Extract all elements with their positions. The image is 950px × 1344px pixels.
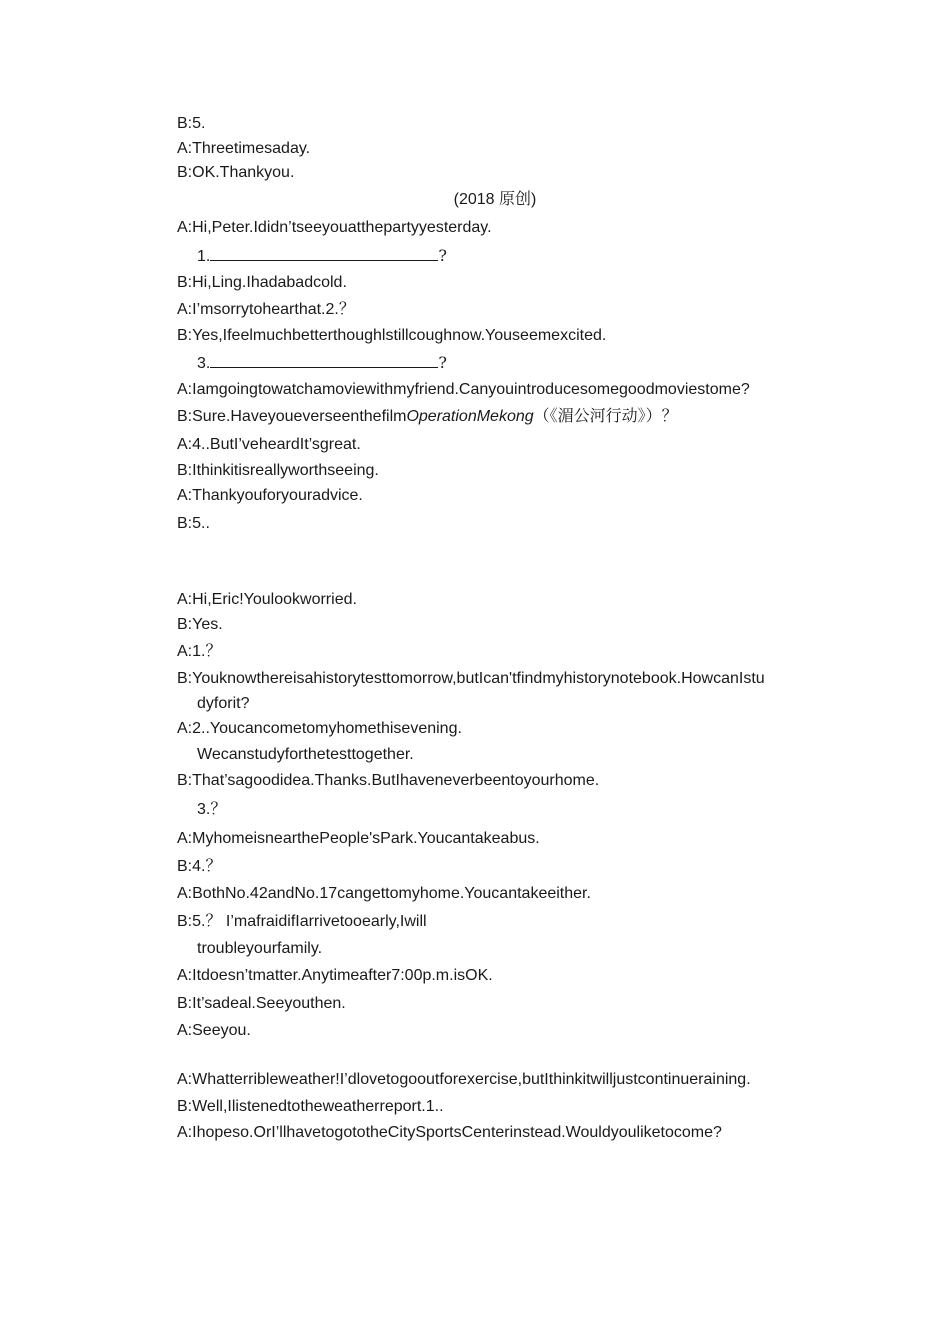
- dialogue-line: A:BothNo.42andNo.17cangettomyhome.Youcantakeeither.: [177, 885, 591, 902]
- question-number: 3.: [197, 355, 211, 372]
- question-number: 1.: [197, 248, 211, 265]
- line-text: B:Sure.Haveyoueverseenthefilm: [177, 408, 407, 425]
- dialogue-line-continued: Wecanstudyforthetesttogether.: [197, 746, 414, 763]
- dialogue-line: B:Yes.: [177, 616, 223, 633]
- dialogue-line: 3.？: [197, 801, 227, 818]
- dialogue-line: B:Yes,Ifeelmuchbetterthoughlstillcoughnow.Youseemexcited.: [177, 327, 607, 344]
- dialogue-line: A:MyhomeisnearthePeople'sPark.Youcantakeabus.: [177, 830, 540, 847]
- dialogue-line: A:Hi,Eric!Youlookworried.: [177, 591, 357, 608]
- blank-question: [197, 353, 447, 374]
- question-mark: ?: [438, 246, 447, 265]
- dialogue-line: B:5..: [177, 515, 210, 532]
- dialogue-line: [177, 407, 678, 427]
- dialogue-line: B:It’sadeal.Seeyouthen.: [177, 995, 346, 1012]
- dialogue-line: B:Well,Ilistenedtotheweatherreport.1..: [177, 1098, 444, 1115]
- answer-blank: [210, 353, 438, 368]
- source-label: (2018 原创): [453, 191, 537, 208]
- dialogue-line: B:Youknowthereisahistorytesttomorrow,butIcan'tfindmyhistorynotebook.HowcanIstu: [177, 670, 765, 687]
- dialogue-line: A:Seeyou.: [177, 1022, 251, 1039]
- dialogue-line: A:1.？: [177, 643, 222, 660]
- dialogue-line: A:4..ButI’veheardIt’sgreat.: [177, 436, 361, 453]
- blank-question: [197, 246, 447, 267]
- dialogue-line: A:Threetimesaday.: [177, 140, 311, 157]
- dialogue-line: A:Whatterribleweather!I’dlovetogooutforexercise,butIthinkitwilljustcontinueraining.: [177, 1071, 751, 1088]
- dialogue-line: B:5.: [177, 115, 206, 132]
- dialogue-line: A:Itdoesn’tmatter.Anytimeafter7:00p.m.isOK.: [177, 967, 493, 984]
- dialogue-line: A:Ihopeso.OrI’llhavetogototheCitySportsCenterinstead.Wouldyouliketocome?: [177, 1124, 722, 1141]
- film-title: OperationMekong: [406, 408, 534, 425]
- answer-blank: [210, 246, 438, 261]
- dialogue-line: A:2..Youcancometomyhomethisevening.: [177, 720, 462, 737]
- question-mark: ?: [438, 353, 447, 372]
- line-text: （《湄公河行动》）？: [533, 408, 678, 425]
- dialogue-line-continued: dyforit?: [197, 695, 250, 712]
- dialogue-line: A:I’msorrytohearthat.2.？: [177, 301, 355, 318]
- dialogue-line: B:Ithinkitisreallyworthseeing.: [177, 462, 379, 479]
- dialogue-line: B:Hi,Ling.Ihadabadcold.: [177, 274, 347, 291]
- dialogue-line: B:That’sagoodidea.Thanks.ButIhaveneverbeentoyourhome.: [177, 772, 600, 789]
- dialogue-line: A:Thankyouforyouradvice.: [177, 487, 363, 504]
- dialogue-line: B:OK.Thankyou.: [177, 164, 295, 181]
- dialogue-line: A:Hi,Peter.Ididn’tseeyouatthepartyyesterday.: [177, 219, 492, 236]
- dialogue-line: A:Iamgoingtowatchamoviewithmyfriend.Canyouintroducesomegoodmoviestome?: [177, 381, 750, 398]
- dialogue-line: B:5.？ I’mafraidifIarrivetooearly,Iwill: [177, 913, 427, 930]
- dialogue-line: B:4.？: [177, 858, 222, 875]
- dialogue-line-continued: troubleyourfamily.: [197, 940, 323, 957]
